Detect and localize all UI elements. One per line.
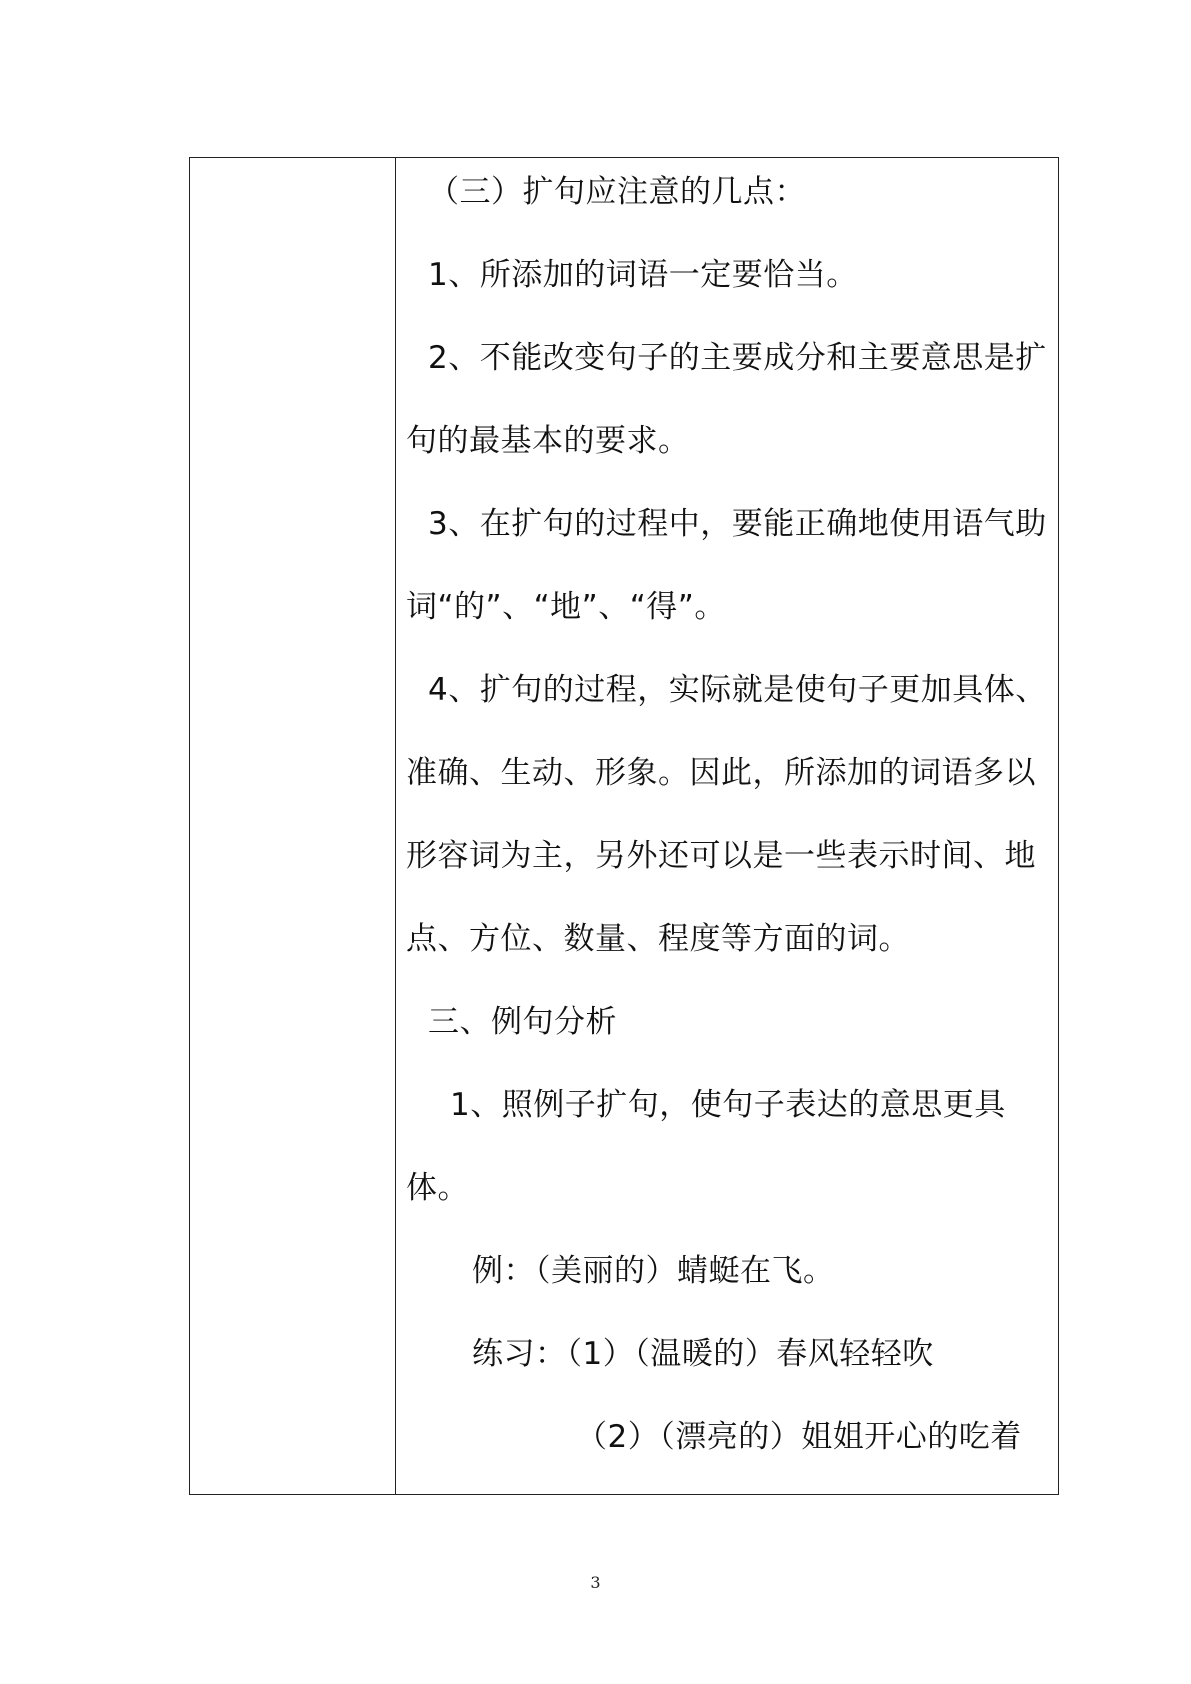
note-item-1: 1、所添加的词语一定要恰当。	[428, 257, 858, 293]
note-item-3-line-1: 3、在扩句的过程中，要能正确地使用语气助	[428, 506, 1047, 542]
note-item-2-line-2: 句的最基本的要求。	[406, 423, 690, 459]
note-item-4-line-4: 点、方位、数量、程度等方面的词。	[406, 921, 910, 957]
exercise-1-line-2: 体。	[406, 1170, 469, 1206]
section-heading-examples: 三、例句分析	[428, 1004, 617, 1040]
example-sentence: 例：（美丽的）蜻蜓在飞。	[472, 1253, 835, 1289]
practice-item-2: （2）（漂亮的）姐姐开心的吃着	[576, 1419, 1022, 1455]
page-number: 3	[590, 1573, 601, 1592]
table-right-cell	[406, 172, 1106, 1494]
note-item-4-line-2: 准确、生动、形象。因此，所添加的词语多以	[406, 755, 1036, 791]
section-heading-notes: （三）扩句应注意的几点：	[428, 174, 806, 210]
exercise-1-line-1: 1、照例子扩句，使句子表达的意思更具	[450, 1087, 1006, 1123]
practice-item-1: 练习：（1）（温暖的）春风轻轻吹	[472, 1336, 934, 1372]
note-item-4-line-3: 形容词为主，另外还可以是一些表示时间、地	[406, 838, 1036, 874]
table-left-cell	[190, 158, 394, 1494]
note-item-4-line-1: 4、扩句的过程，实际就是使句子更加具体、	[428, 672, 1047, 708]
note-item-2-line-1: 2、不能改变句子的主要成分和主要意思是扩	[428, 340, 1047, 376]
note-item-3-line-2: 词“的”、“地”、“得”。	[406, 589, 726, 625]
table-column-divider	[395, 157, 396, 1495]
